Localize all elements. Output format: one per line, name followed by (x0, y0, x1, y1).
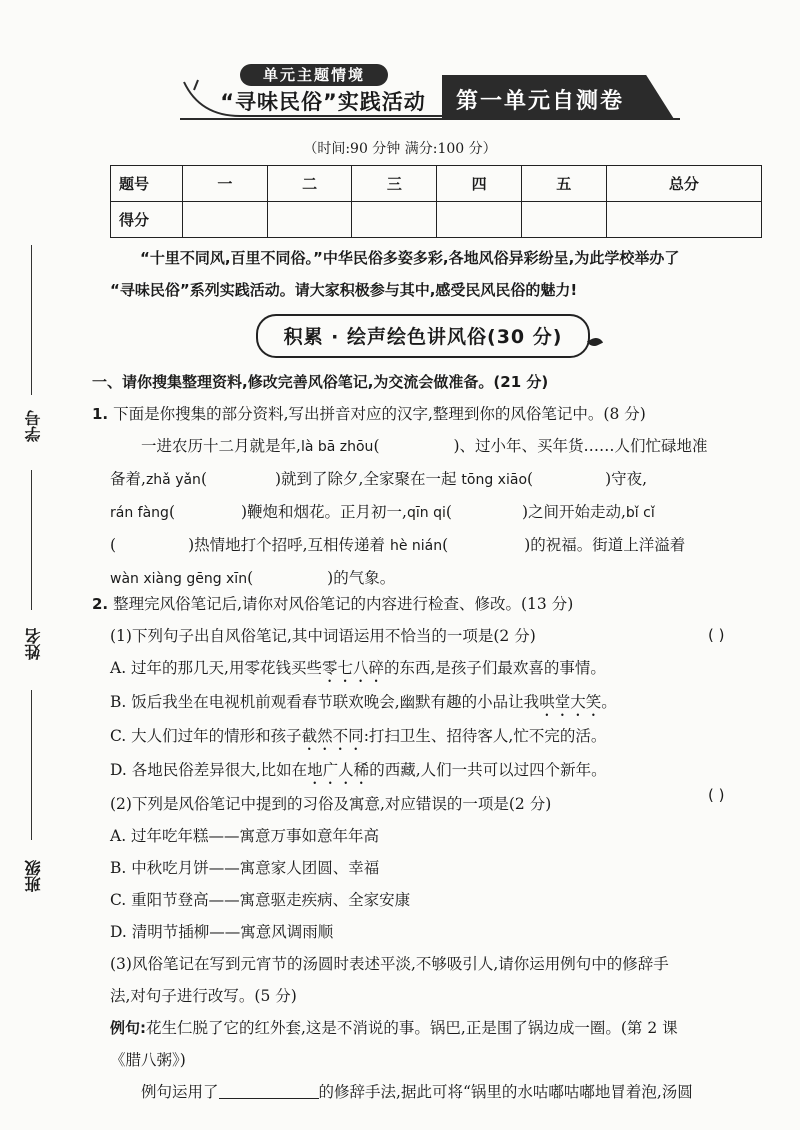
binding-line-top (31, 245, 32, 395)
option-text: 。 (601, 693, 617, 711)
option-text: A. 过年的那几天,用零花钱买些 (110, 659, 322, 677)
name-label: 姓名 (24, 628, 43, 660)
cell-q1: 一 (183, 166, 268, 202)
score-field-total[interactable] (606, 202, 761, 238)
pinyin-zha-yan: zhǎ yǎn (145, 472, 201, 488)
pinyin-qin-qi: qīn qi (406, 505, 446, 521)
pinyin-wan-xiang-geng-xin: wàn xiàng gēng xīn (110, 571, 248, 587)
option-1d (110, 754, 764, 788)
q2-sub2-stem: (2)下列是风俗笔记中提到的习俗及寓意,对应错误的一项是(2 分) (110, 795, 552, 813)
pinyin-he-nian: hè nián (389, 538, 443, 554)
example-source: 《腊八粥》) (110, 1051, 186, 1069)
q2-sub1 (110, 620, 764, 1108)
rhetoric-answer-blank[interactable] (219, 1080, 319, 1099)
q1-text: )的祝福。街道上洋溢着 (524, 536, 686, 554)
answer-paren-1[interactable]: ( ) (708, 626, 725, 644)
cell-q3: 三 (352, 166, 437, 202)
cell-question-no: 题号 (111, 166, 183, 202)
option-text: 的东西,是孩子们最欢喜的事情。 (384, 659, 606, 677)
q2-number: 2. (92, 595, 109, 613)
cell-total: 总分 (606, 166, 761, 202)
answer-paren-2[interactable]: ( ) (708, 786, 725, 804)
theme-tag: 单元主题情境 (240, 64, 388, 86)
q2-sub1-stem: (1)下列句子出自风俗笔记,其中词语运用不恰当的一项是(2 分) (110, 627, 536, 645)
q1-text: )鞭炮和烟花。正月初一, (241, 503, 407, 521)
section-title: 积累 · 绘声绘色讲风俗(30 分) (283, 326, 563, 348)
option-text: B. 饭后我坐在电视机前观看春节联欢晚会,幽默有趣的小品让我 (110, 693, 540, 711)
q1-text: 一进农历十二月就是年, (141, 437, 301, 455)
score-table-score-row (111, 202, 762, 238)
pinyin-bi-ci: bǐ cǐ (625, 505, 655, 521)
intro-paragraph (110, 242, 764, 306)
example-label: 例句: (110, 1019, 146, 1037)
dotted-word: 零七八碎 (321, 659, 384, 677)
binding-line-mid (31, 470, 32, 610)
example-sentence (110, 1012, 764, 1044)
option-1a (110, 652, 764, 686)
q1-stem-text: 下面是你搜集的部分资料,写出拼音对应的汉字,整理到你的风俗笔记中。(8 分) (113, 405, 646, 423)
option-2b: B. 中秋吃月饼——寓意家人团圆、幸福 (110, 859, 380, 877)
theme-title: “寻味民俗”实践活动 (220, 90, 426, 114)
q1-text: )的气象。 (327, 569, 396, 587)
q1-text: )守夜, (605, 470, 648, 488)
intro-line-1: “十里不同风,百里不同俗。”中华民俗多姿多彩,各地风俗异彩纷呈,为此学校举办了 (140, 249, 680, 267)
class-label: 班级 (24, 860, 43, 892)
q2-sub3-stem-2: 法,对句子进行改写。(5 分) (110, 987, 297, 1005)
q1-text: )热情地打个招呼,互相传递着 (188, 536, 386, 554)
binding-line-low (31, 690, 32, 840)
score-field-3[interactable] (352, 202, 437, 238)
q1-stem (92, 398, 772, 430)
header-rule (180, 118, 680, 120)
option-text: D. 各地民俗差异很大,比如在 (110, 761, 308, 779)
q1-text: 备着, (110, 470, 146, 488)
pinyin-laba-zhou: là bā zhōu (300, 439, 374, 455)
score-field-1[interactable] (183, 202, 268, 238)
option-text: C. 大人们过年的情形和孩子 (110, 727, 302, 745)
pinyin-ran-fang: rán fàng (110, 505, 169, 521)
rewrite-text: 的修辞手法,据此可将“锅里的水咕嘟咕嘟地冒着泡,汤圆 (318, 1083, 693, 1101)
rewrite-text: 例句运用了 (141, 1083, 219, 1101)
q1-line-5: wàn xiàng gēng xīn( )的气象。 (110, 569, 396, 587)
score-field-5[interactable] (521, 202, 606, 238)
option-text: 的西藏,人们一共可以过四个新年。 (369, 761, 607, 779)
dotted-word: 地广人稀 (307, 761, 370, 779)
q1-text: )就到了除夕,全家聚在一起 (275, 470, 457, 488)
q1-text: )、过小年、买年货……人们忙碌地准 (453, 437, 708, 455)
dotted-word: 哄堂大笑 (539, 693, 602, 711)
q1-body (110, 430, 780, 595)
q2-stem-text: 整理完风俗笔记后,请你对风俗笔记的内容进行检查、修改。(13 分) (113, 595, 574, 613)
option-text: :打扫卫生、招待客人,忙不完的活。 (363, 727, 607, 745)
q2-sub3-stem-1: (3)风俗笔记在写到元宵节的汤圆时表述平淡,不够吸引人,请你运用例句中的修辞手 (110, 955, 669, 973)
time-info: （时间:90 分钟 满分:100 分） (303, 141, 497, 157)
rewrite-line (110, 1076, 764, 1108)
student-id-label: 学号 (24, 410, 43, 442)
option-2d: D. 清明节插柳——寓意风调雨顺 (110, 923, 334, 941)
q2-stem (92, 588, 772, 620)
q1-line-3: rán fàng( )鞭炮和烟花。正月初一,qīn qi( )之间开始走动,bǐ cǐ (110, 503, 655, 521)
cell-q2: 二 (267, 166, 352, 202)
q1-line-1: 一进农历十二月就是年,là bā zhōu( )、过小年、买年货……人们忙碌地准 (141, 437, 708, 455)
option-1c (110, 720, 764, 754)
part1-title: 一、请你搜集整理资料,修改完善风俗笔记,为交流会做准备。(21 分) (92, 373, 549, 391)
dotted-word: 截然不同 (301, 727, 364, 745)
score-field-2[interactable] (267, 202, 352, 238)
cell-score-label: 得分 (111, 202, 183, 238)
score-table (110, 165, 762, 238)
test-title: 第一单元自测卷 (456, 89, 625, 114)
cell-q5: 五 (521, 166, 606, 202)
score-table-header-row (111, 166, 762, 202)
option-1b (110, 686, 764, 720)
example-text: 花生仁脱了它的红外套,这是不消说的事。锅巴,正是围了锅边成一圈。(第 2 课 (146, 1019, 678, 1037)
option-2c: C. 重阳节登高——寓意驱走疾病、全家安康 (110, 891, 411, 909)
q1-number: 1. (92, 405, 109, 423)
cell-q4: 四 (437, 166, 522, 202)
option-2a: A. 过年吃年糕——寓意万事如意年年高 (110, 827, 380, 845)
q1-line-2: 备着,zhǎ yǎn( )就到了除夕,全家聚在一起 tōng xiāo( )守夜, (110, 470, 648, 488)
intro-line-2: “寻味民俗”系列实践活动。请大家积极参与其中,感受民风民俗的魅力! (110, 281, 578, 299)
q1-text: )之间开始走动, (521, 503, 626, 521)
score-field-4[interactable] (437, 202, 522, 238)
q1-line-4: ( )热情地打个招呼,互相传递着 hè nián( )的祝福。街道上洋溢着 (110, 536, 686, 554)
pinyin-tong-xiao: tōng xiāo (461, 472, 528, 488)
